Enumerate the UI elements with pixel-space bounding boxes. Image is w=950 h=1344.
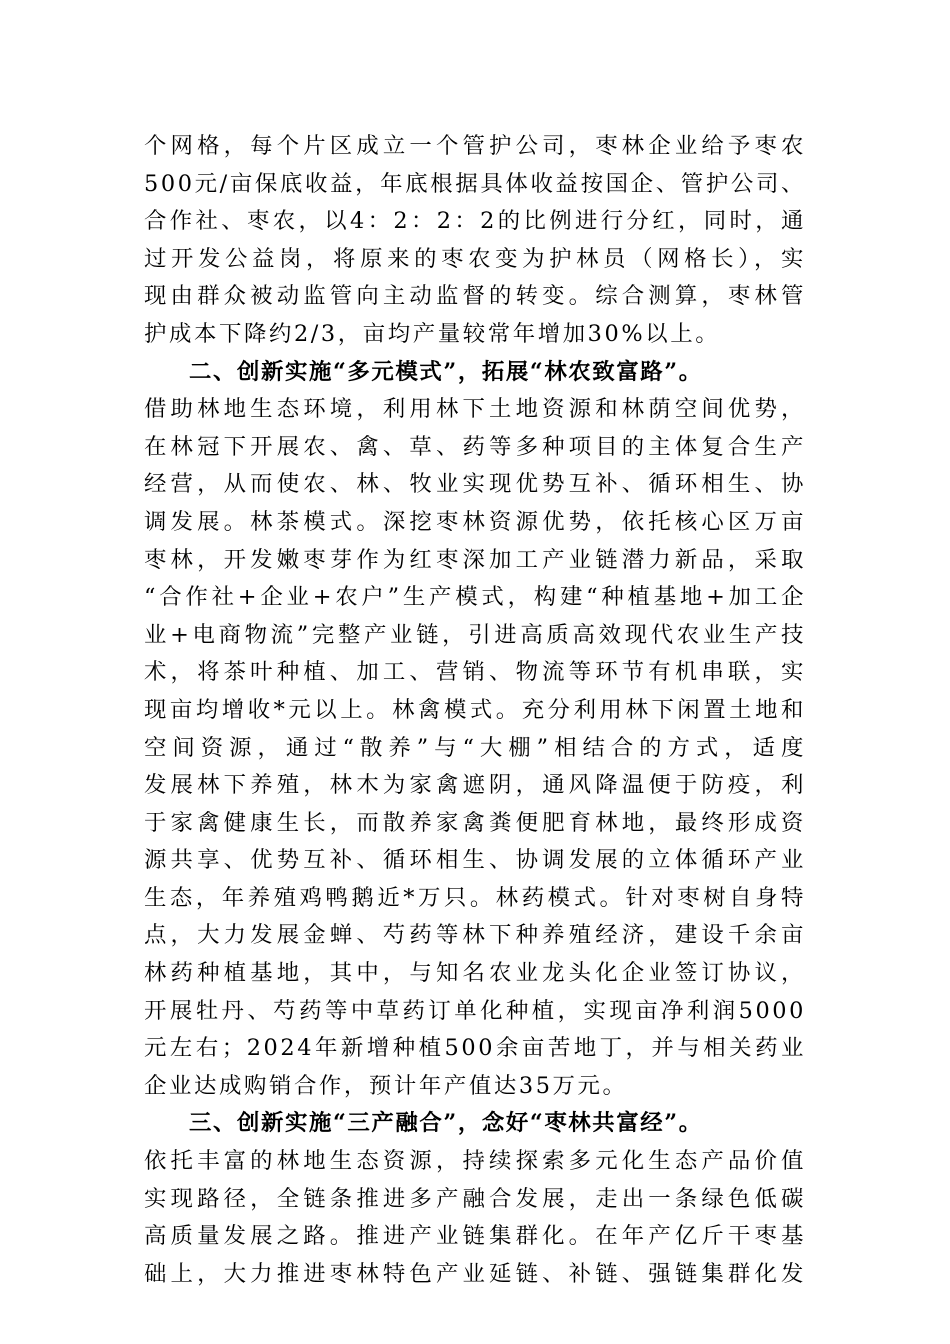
text-line: “合作社+企业+农户”生产模式，构建“种植基地+加工企	[144, 584, 806, 611]
text-line: 企业达成购销合作，预计年产值达35万元。	[144, 1072, 628, 1099]
text-line: 术，将茶叶种植、加工、营销、物流等环节有机串联，实	[144, 659, 806, 686]
text-line: 在林冠下开展农、禽、草、药等多种项目的主体复合生产	[144, 433, 806, 460]
text-line: 护成本下降约2/3，亩均产量较常年增加30%以上。	[144, 320, 721, 347]
text-line: 开展牡丹、芍药等中草药订单化种植，实现亩净利润5000	[144, 997, 806, 1024]
text-line: 高质量发展之路。推进产业链集群化。在年产亿斤干枣基	[144, 1223, 806, 1250]
text-line: 现亩均增收*元以上。林禽模式。充分利用林下闲置土地和	[144, 696, 806, 723]
section-heading: 三、创新实施“三产融合”，念好“枣林共富经”。	[189, 1110, 703, 1137]
text-line: 调发展。林茶模式。深挖枣林资源优势，依托核心区万亩	[144, 508, 806, 535]
text-line: 生态，年养殖鸡鸭鹅近*万只。林药模式。针对枣树自身特	[144, 884, 806, 911]
text-line: 借助林地生态环境，利用林下土地资源和林荫空间优势，	[144, 396, 806, 423]
text-line: 础上，大力推进枣林特色产业延链、补链、强链集群化发	[144, 1260, 806, 1287]
text-line: 空间资源，通过“散养”与“大棚”相结合的方式，适度	[144, 734, 806, 761]
text-line: 依托丰富的林地生态资源，持续探索多元化生态产品价值	[144, 1148, 806, 1175]
text-line: 过开发公益岗，将原来的枣农变为护林员（网格长），实	[144, 245, 806, 272]
text-line: 实现路径，全链条推进多产融合发展，走出一条绿色低碳	[144, 1185, 806, 1212]
text-line: 个网格，每个片区成立一个管护公司，枣林企业给予枣农	[144, 133, 806, 159]
text-line: 经营，从而使农、林、牧业实现优势互补、循环相生、协	[144, 471, 806, 498]
text-line: 元左右；2024年新增种植500余亩苦地丁，并与相关药业	[144, 1035, 806, 1062]
text-line: 枣林，开发嫩枣芽作为红枣深加工产业链潜力新品，采取	[144, 546, 806, 573]
section-heading: 二、创新实施“多元模式”，拓展“林农致富路”。	[189, 358, 703, 385]
text-line: 发展林下养殖，林木为家禽遮阴，通风降温便于防疫，利	[144, 772, 806, 799]
text-line: 点，大力发展金蝉、芍药等林下种养殖经济，建设千余亩	[144, 922, 806, 949]
text-line: 林药种植基地，其中，与知名农业龙头化企业签订协议，	[144, 960, 806, 987]
text-line: 现由群众被动监管向主动监督的转变。综合测算，枣林管	[144, 283, 806, 310]
text-line: 源共享、优势互补、循环相生、协调发展的立体循环产业	[144, 847, 806, 874]
text-line: 于家禽健康生长，而散养家禽粪便肥育林地，最终形成资	[144, 809, 806, 836]
text-line: 合作社、枣农，以4：2：2：2的比例进行分红，同时，通	[144, 208, 806, 235]
body-text	[144, 128, 806, 1293]
text-line: 500元/亩保底收益，年底根据具体收益按国企、管护公司、	[144, 170, 806, 197]
text-line: 业+电商物流”完整产业链，引进高质高效现代农业生产技	[144, 621, 806, 648]
